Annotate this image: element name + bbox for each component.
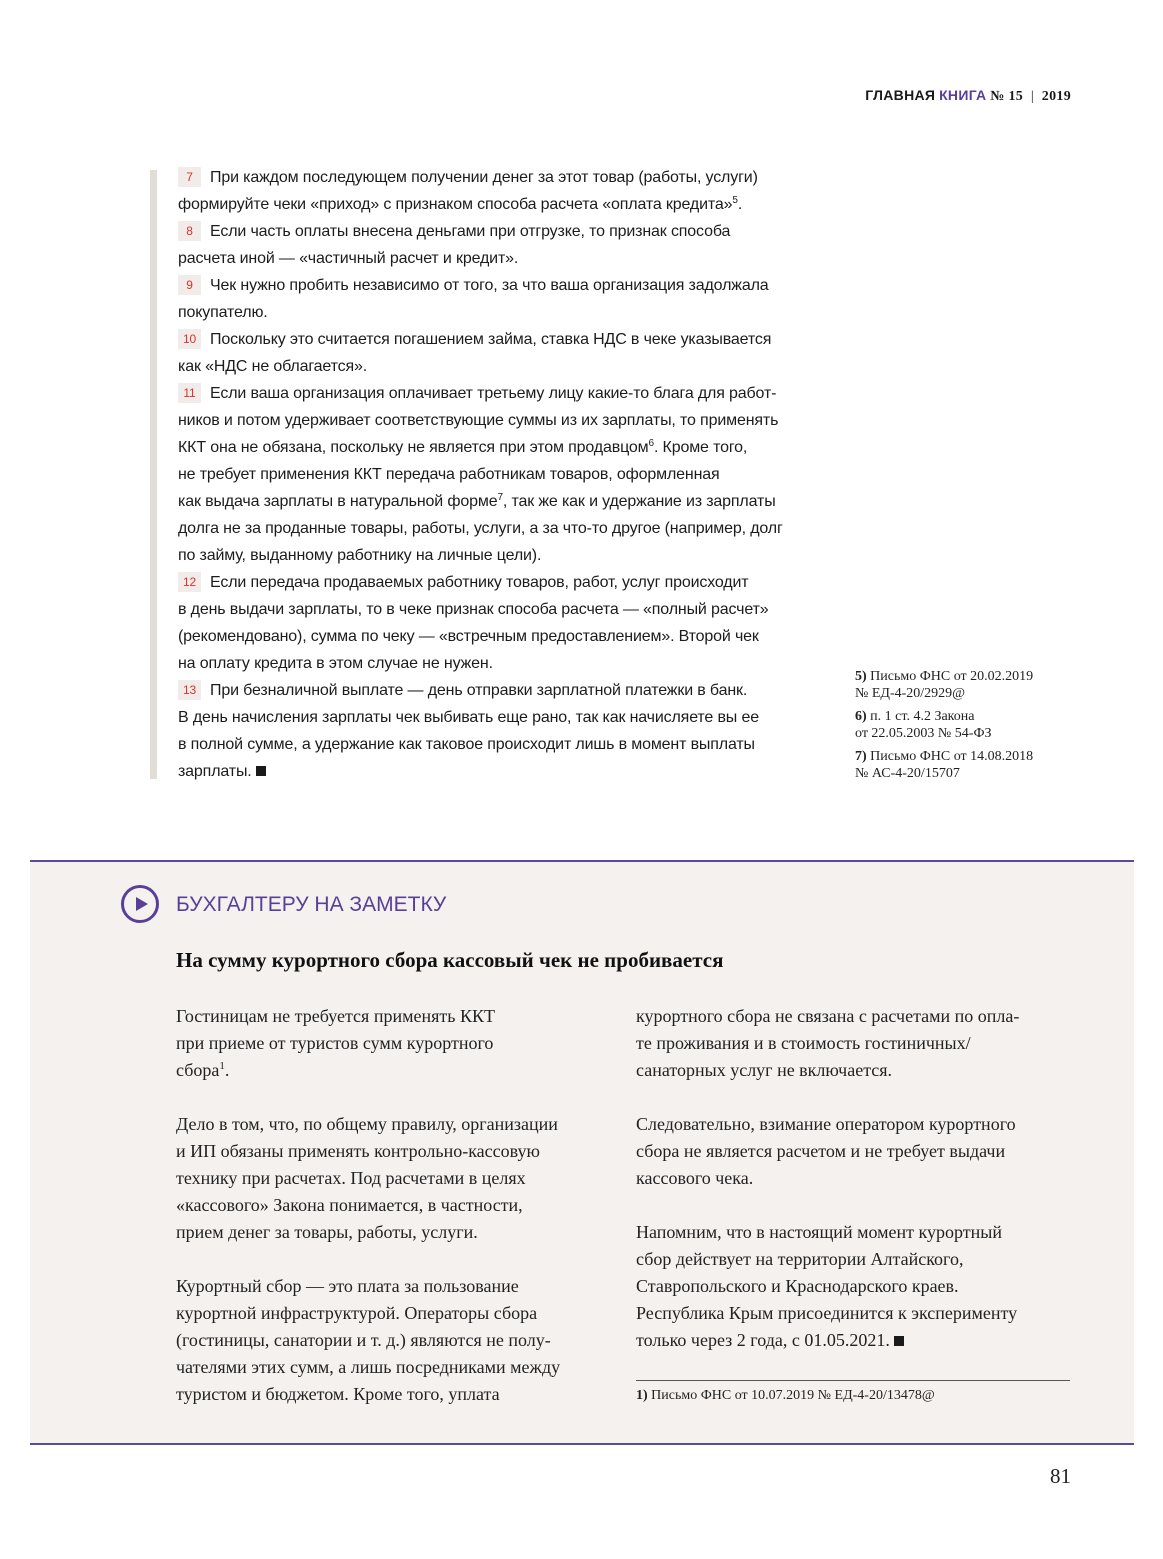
side-notes	[855, 668, 1085, 788]
step-text: .	[737, 196, 743, 213]
side-note-number: 6)	[855, 709, 867, 724]
paragraph-line: Гостиницам не требуется применять ККТ	[176, 1006, 495, 1026]
page-number: 81	[1050, 1464, 1071, 1488]
paragraph-line: только через 2 года, с 01.05.2021.	[636, 1330, 890, 1350]
step-number: 12	[178, 572, 201, 592]
step-text: Если ваша организация оплачивает третьему лицу какие-то блага для работ-	[210, 385, 777, 402]
side-note-text: № ЕД-4-20/2929@	[855, 686, 966, 701]
step-text: расчета иной — «частичный расчет и кредит».	[178, 250, 519, 267]
paragraph-line: кассового чека.	[636, 1168, 754, 1188]
step-text: по займу, выданному работнику на личные цели).	[178, 547, 542, 564]
step-text: (рекомендовано), сумма по чеку — «встречным предоставлением». Второй чек	[178, 628, 759, 645]
paragraph-line: прием денег за товары, работы, услуги.	[176, 1222, 478, 1242]
step-text: Чек нужно пробить независимо от того, за что ваша организация задолжала	[210, 277, 769, 294]
side-note-number: 5)	[855, 669, 867, 684]
step-number: 7	[178, 167, 201, 187]
paragraph	[636, 1219, 1072, 1354]
paragraph-line: те проживания и в стоимость гостиничных/	[636, 1033, 971, 1053]
issue-number: № 15	[990, 89, 1024, 104]
paragraph	[636, 1003, 1072, 1084]
step-text: как «НДС не облагается».	[178, 358, 368, 375]
footnote-ref: 5	[732, 195, 738, 206]
paragraph-line: сбора не является расчетом и не требует выдачи	[636, 1141, 1006, 1161]
paragraph-line: Дело в том, что, по общему правилу, организации	[176, 1114, 558, 1134]
step-number: 9	[178, 275, 201, 295]
paragraph-line: Курортный сбор — это плата за пользование	[176, 1276, 519, 1296]
step-number: 11	[178, 383, 201, 403]
paragraph-line: «кассового» Закона понимается, в частности,	[176, 1195, 523, 1215]
step-text: долга не за проданные товары, работы, услуги, а за что-то другое (например, долг	[178, 520, 783, 537]
side-note-text: № АС-4-20/15707	[855, 766, 960, 781]
paragraph-line: Республика Крым присоединится к эксперименту	[636, 1303, 1018, 1323]
note-box-right-column	[636, 1003, 1072, 1354]
play-icon	[121, 885, 159, 923]
step-text: ККТ она не обязана, поскольку не является при этом продавцом	[178, 439, 649, 456]
paragraph-line: санаторных услуг не включается.	[636, 1060, 893, 1080]
side-note-text: Письмо ФНС от 20.02.2019	[870, 669, 1034, 684]
step-text: Если часть оплаты внесена деньгами при отгрузке, то признак способа	[210, 223, 731, 240]
step-text: не требует применения ККТ передача работникам товаров, оформленная	[178, 466, 720, 483]
paragraph	[176, 1003, 611, 1084]
end-mark-icon	[894, 1336, 904, 1346]
step-text: формируйте чеки «приход» с признаком способа расчета «оплата кредита»	[178, 196, 733, 213]
footnote-ref: 6	[648, 438, 654, 449]
step-item	[178, 326, 813, 380]
step-text: зарплаты.	[178, 763, 252, 780]
issue-year: 2019	[1041, 89, 1071, 104]
paragraph-line: сбора	[176, 1060, 220, 1080]
note-box-left-column	[176, 1003, 611, 1408]
paragraph-line: технику при расчетах. Под расчетами в целях	[176, 1168, 526, 1188]
step-text: на оплату кредита в этом случае не нужен.	[178, 655, 493, 672]
header-separator: |	[1030, 89, 1034, 104]
note-box-footnote	[636, 1388, 935, 1404]
side-note	[855, 668, 1085, 702]
step-number: 8	[178, 221, 201, 241]
paragraph-line: Следовательно, взимание оператором курортного	[636, 1114, 1016, 1134]
note-box-title: На сумму курортного сбора кассовый чек не пробивается	[176, 948, 724, 972]
side-note-number: 7)	[855, 749, 867, 764]
step-text: Поскольку это считается погашением займа, ставка НДС в чеке указывается	[210, 331, 772, 348]
paragraph-line: сбор действует на территории Алтайского,	[636, 1249, 964, 1269]
note-box-label: БУХГАЛТЕРУ НА ЗАМЕТКУ	[176, 893, 447, 916]
paragraph-line: курортной инфраструктурой. Операторы сбора	[176, 1303, 538, 1323]
step-text: ников и потом удерживает соответствующие суммы из их зарплаты, то применять	[178, 412, 779, 429]
step-item	[178, 569, 813, 677]
paragraph-line: туристом и бюджетом. Кроме того, уплата	[176, 1384, 500, 1404]
paragraph-line: чателями этих сумм, а лишь посредниками между	[176, 1357, 561, 1377]
paragraph	[176, 1111, 611, 1246]
step-number: 10	[178, 329, 201, 349]
step-item	[178, 380, 813, 569]
footnote-ref: 1	[219, 1060, 225, 1072]
step-text: При безналичной выплате — день отправки зарплатной платежки в банк.	[210, 682, 748, 699]
step-text: в день выдачи зарплаты, то в чеке признак способа расчета — «полный расчет»	[178, 601, 769, 618]
paragraph-line: при приеме от туристов сумм курортного	[176, 1033, 494, 1053]
footnote-divider	[636, 1380, 1070, 1381]
paragraph-line: и ИП обязаны применять контрольно-кассовую	[176, 1141, 540, 1161]
paragraph-line: (гостиницы, санатории и т. д.) являются не полу-	[176, 1330, 551, 1350]
step-text: покупателю.	[178, 304, 268, 321]
step-item	[178, 677, 813, 785]
paragraph	[176, 1273, 611, 1408]
step-text: При каждом последующем получении денег за этот товар (работы, услуги)	[210, 169, 758, 186]
paragraph-line: курортного сбора не связана с расчетами по опла-	[636, 1006, 1020, 1026]
footnote-text: Письмо ФНС от 10.07.2019 № ЕД-4-20/13478@	[651, 1388, 935, 1403]
brand-part1: ГЛАВНАЯ	[865, 87, 936, 103]
footnote-number: 1)	[636, 1388, 648, 1403]
footnote-ref: 7	[497, 492, 503, 503]
side-note-text: п. 1 ст. 4.2 Закона	[870, 709, 975, 724]
step-text: в полной сумме, а удержание как таковое происходит лишь в момент выплаты	[178, 736, 755, 753]
paragraph-line: Напомним, что в настоящий момент курортный	[636, 1222, 1002, 1242]
side-note	[855, 748, 1085, 782]
steps-accent-bar	[150, 170, 157, 779]
step-text: Если передача продаваемых работнику товаров, работ, услуг происходит	[210, 574, 749, 591]
steps-list	[178, 164, 813, 785]
step-text: , так же как и удержание из зарплаты	[502, 493, 776, 510]
side-note-text: от 22.05.2003 № 54-ФЗ	[855, 726, 992, 741]
page-header	[865, 87, 1071, 105]
paragraph-line: .	[224, 1060, 230, 1080]
end-mark-icon	[256, 766, 266, 776]
side-note	[855, 708, 1085, 742]
side-note-text: Письмо ФНС от 14.08.2018	[870, 749, 1034, 764]
brand-part2: КНИГА	[939, 87, 987, 103]
step-text: . Кроме того,	[653, 439, 748, 456]
step-text: В день начисления зарплаты чек выбивать еще рано, так как начисляете вы ее	[178, 709, 759, 726]
step-text: как выдача зарплаты в натуральной форме	[178, 493, 498, 510]
step-item	[178, 272, 813, 326]
step-number: 13	[178, 680, 201, 700]
step-item	[178, 218, 813, 272]
step-item	[178, 164, 813, 218]
paragraph	[636, 1111, 1072, 1192]
paragraph-line: Ставропольского и Краснодарского краев.	[636, 1276, 959, 1296]
